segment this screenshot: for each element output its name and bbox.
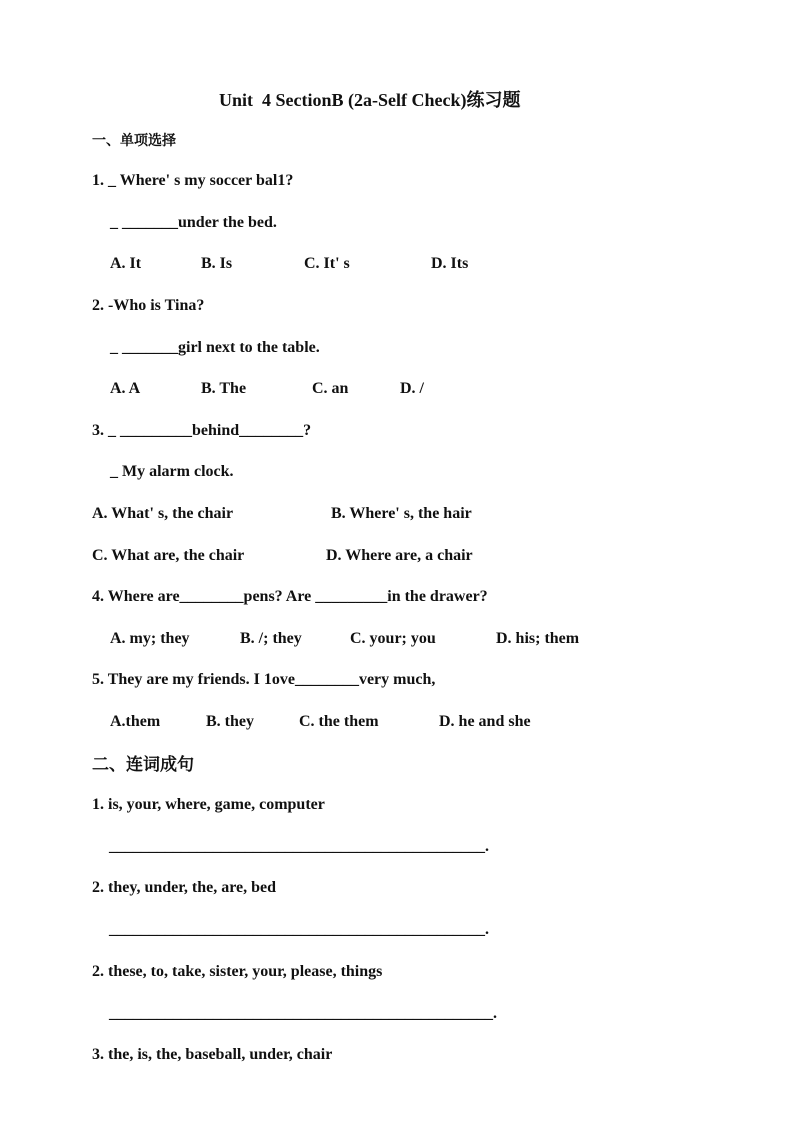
s2-item3-answer-line: ________________________________________________. xyxy=(109,1005,497,1022)
q5-option-b: B. they xyxy=(206,713,254,730)
q3-option-c: C. What are, the chair xyxy=(92,547,245,564)
q1-option-c: C. It' s xyxy=(304,255,350,272)
q4-option-d: D. his; them xyxy=(496,630,580,647)
q2-option-d: D. / xyxy=(400,380,424,397)
q2-option-c: C. an xyxy=(312,380,349,397)
q2-option-b: B. The xyxy=(201,380,247,397)
q4-stem: 4. Where are________pens? Are _________in the drawer? xyxy=(92,588,488,605)
q5-option-a: A.them xyxy=(110,713,161,730)
q4-option-a: A. my; they xyxy=(110,630,190,647)
q5-option-d: D. he and she xyxy=(439,713,531,730)
q2-option-a: A. A xyxy=(110,380,141,397)
s2-item2-prompt: 2. they, under, the, are, bed xyxy=(92,879,277,896)
s2-item1-answer-line: _______________________________________________. xyxy=(109,838,489,855)
q1-stem: 1. _ Where' s my soccer bal1? xyxy=(92,172,294,189)
section2-heading: 二、连词成句 xyxy=(92,755,194,774)
q4-option-c: C. your; you xyxy=(350,630,436,647)
worksheet-title: Unit 4 SectionB (2a-Self Check)练习题 xyxy=(219,90,521,110)
q2-answer-line: _ _______girl next to the table. xyxy=(110,339,320,356)
q5-option-c: C. the them xyxy=(299,713,379,730)
q4-option-b: B. /; they xyxy=(240,630,302,647)
q1-answer-line: _ _______under the bed. xyxy=(110,214,277,231)
q3-option-d: D. Where are, a chair xyxy=(326,547,473,564)
q1-option-a: A. It xyxy=(110,255,142,272)
q3-option-a: A. What' s, the chair xyxy=(92,505,234,522)
q1-option-d: D. Its xyxy=(431,255,469,272)
s2-item2-answer-line: _______________________________________________. xyxy=(109,921,489,938)
q3-stem: 3. _ _________behind________? xyxy=(92,422,312,439)
q3-answer-line: _ My alarm clock. xyxy=(110,463,234,480)
s2-item1-prompt: 1. is, your, where, game, computer xyxy=(92,796,325,813)
q3-option-b: B. Where' s, the hair xyxy=(331,505,472,522)
s2-item4-prompt: 3. the, is, the, baseball, under, chair xyxy=(92,1046,333,1063)
s2-item3-prompt: 2. these, to, take, sister, your, please, things xyxy=(92,963,383,980)
q1-option-b: B. Is xyxy=(201,255,233,272)
section1-heading: 一、单项选择 xyxy=(92,134,176,149)
q2-stem: 2. -Who is Tina? xyxy=(92,297,205,314)
q5-stem: 5. They are my friends. I 1ove________very much, xyxy=(92,671,436,688)
